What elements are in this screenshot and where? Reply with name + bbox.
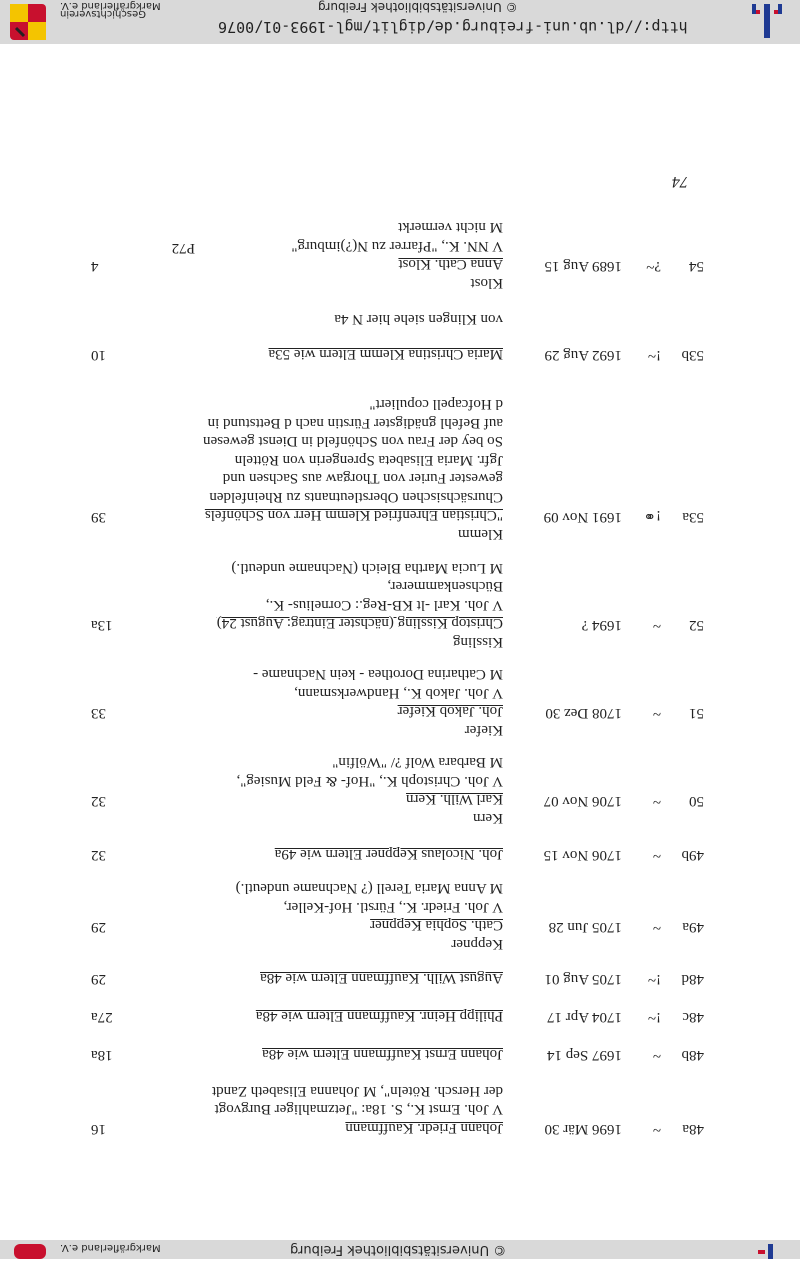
record-text — [262, 1045, 503, 1064]
record-mark: ~ — [652, 617, 661, 633]
record-line: V Joh. Ernst K., S. 18a: "Jetzmahliger Burgvogt — [214, 1101, 503, 1118]
record-mark: !⚭ — [643, 507, 661, 523]
record-text — [212, 1082, 503, 1138]
record-number: 54 — [689, 258, 704, 274]
record-text — [253, 665, 503, 739]
record-ref: 29 — [91, 919, 106, 935]
record-line: Kiefer — [464, 722, 503, 738]
page-number: 74 — [672, 173, 688, 190]
record-extra: P72 — [171, 240, 195, 256]
record-date: 1692 Aug 29 — [544, 347, 622, 363]
record-number: 49b — [681, 847, 704, 863]
record-mark: !~ — [647, 1009, 661, 1025]
record-line: M Anna Maria Terell (? Nachname undeutl.) — [235, 880, 503, 897]
record-number: 53a — [682, 509, 704, 525]
society-name-bottom: Markgräflerland e.V. — [60, 1242, 161, 1253]
record-text — [203, 395, 503, 543]
record-number: 50 — [689, 793, 704, 809]
record-mark: ~ — [652, 1047, 661, 1063]
record-date: 1691 Nov 09 — [543, 509, 622, 525]
record-mark: ~ — [652, 1121, 661, 1137]
record-mark: ~ — [652, 705, 661, 721]
record-text — [291, 218, 503, 292]
record-ref: 39 — [91, 509, 106, 525]
society-name: Geschichtsverein — [60, 8, 146, 19]
record-ref: 16 — [91, 1121, 106, 1137]
record-line: Büchsenkammerer, — [387, 578, 503, 595]
record-line: Anna Cath. Klost — [398, 256, 503, 273]
record-line: Joh. Jakob Kiefer — [397, 703, 503, 720]
record-line: "Christian Ehrenfried Klemm Herr von Schönfels — [204, 507, 503, 524]
record-line: Johann Friedr. Kauffmann — [345, 1120, 503, 1136]
record-number: 48b — [681, 1047, 704, 1063]
record-date: 1705 Jun 28 — [548, 919, 622, 935]
record-ref: 4 — [91, 258, 99, 274]
record-line: Karl Wilh. Kern — [405, 791, 503, 808]
record-text — [236, 879, 503, 953]
record-line: Kern — [473, 810, 503, 826]
record-line: Philipp Heinr. Kauffmann Eltern wie 48a — [255, 1008, 503, 1024]
record-line: Christop Kissling (nächster Eintrag: August 24) — [216, 615, 503, 632]
record-number: 49a — [682, 919, 704, 935]
record-line: Kissling — [452, 634, 503, 650]
record-mark: ~ — [652, 919, 661, 935]
record-number: 48c — [682, 1009, 704, 1025]
record-ref: 29 — [91, 971, 106, 987]
record-line: V Joh. Jakob K., Handwerksmann, — [294, 685, 503, 701]
record-mark: !~ — [647, 347, 661, 363]
digitized-url[interactable]: http://dl.ub.uni-freiburg.de/diglit/mgl-1993-01/0076 — [218, 18, 688, 36]
record-line: V NN. K., "Pfarrer zu N(?)imburg" — [291, 238, 503, 254]
record-date: 1689 Aug 15 — [544, 258, 622, 274]
record-date: 1704 Apr 17 — [547, 1009, 622, 1025]
record-mark: ~ — [652, 793, 661, 809]
record-line: d Hofcapell copuliert" — [369, 396, 503, 413]
record-line: So bey der Frau von Schönfeld in Dienst gewesen — [203, 433, 503, 450]
record-line: Chursächsischen Oberstleutnants zu Rheinfelden — [209, 489, 503, 505]
record-line: August Wilh. Kauffmann Eltern wie 48a — [260, 970, 503, 986]
record-text — [260, 969, 503, 988]
society-name-2: Markgräflerland e.V. — [60, 0, 161, 11]
record-number: 51 — [689, 705, 704, 721]
record-text — [275, 845, 503, 864]
record-line: Jgfr. Maria Elisabeta Sprengerin von Rötteln — [234, 452, 503, 468]
record-ref: 32 — [91, 847, 106, 863]
record-line: der Hersch. Röteln", M Johanna Elisabeth Zandt — [211, 1083, 503, 1099]
record-line: Keppner — [451, 936, 503, 952]
record-line: M Lucia Martha Bleich (Nachname undeutl.) — [231, 560, 503, 576]
record-line: gewester Furier von Thorgaw aus Sachsen und — [222, 470, 503, 487]
record-line: V Joh. Christoph K., "Hof- & Feld Musieg", — [236, 773, 503, 789]
record-line: V Joh. Friedr. K., Fürstl. Hof-Keller, — [283, 899, 503, 915]
library-credit: © Universitätsbibliothek Freiburg — [318, 0, 518, 14]
record-number: 48a — [682, 1121, 704, 1137]
record-mark: ?~ — [646, 258, 661, 274]
record-mark: !~ — [647, 971, 661, 987]
record-line: M Barbara Wolf ?/ "Wölfin" — [332, 754, 503, 771]
record-ref: 10 — [91, 347, 106, 363]
record-ref: 18a — [91, 1047, 113, 1063]
record-line: Cath. Sophia Keppner — [370, 917, 503, 934]
record-number: 48d — [681, 971, 704, 987]
record-line: Klemm — [458, 526, 503, 542]
record-ref: 33 — [91, 705, 106, 721]
record-date: 1696 Mär 30 — [544, 1121, 622, 1137]
record-ref: 27a — [91, 1009, 113, 1025]
record-line: auf Befehl gnädigster Fürstin nach d Bettstund in — [207, 415, 503, 431]
record-line: Johann Ernst Kauffmann Eltern wie 48a — [262, 1046, 503, 1062]
record-date: 1706 Nov 07 — [543, 793, 622, 809]
record-ref: 13a — [91, 617, 113, 633]
record-text — [256, 1007, 503, 1026]
record-ref: 32 — [91, 793, 106, 809]
record-date: 1708 Dez 30 — [545, 705, 622, 721]
record-line: von Klingen siehe hier N 4a — [334, 311, 503, 327]
record-line: M Catharina Dorothea - kein Nachname - — [253, 666, 503, 683]
record-line: M nicht vermerkt — [398, 219, 503, 236]
record-text — [217, 559, 503, 652]
record-date: 1705 Aug 01 — [544, 971, 622, 987]
record-date: 1706 Nov 15 — [543, 847, 622, 863]
record-number: 53b — [681, 347, 704, 363]
record-date: 1697 Sep 14 — [547, 1047, 622, 1063]
record-line: Maria Christina Klemm Eltern wie 53a — [268, 346, 503, 362]
record-text — [334, 310, 503, 329]
record-line: V Joh. Karl -lt KB-Reg.: Cornelius- K., — [265, 597, 503, 613]
record-date: 1694 ? — [581, 617, 622, 633]
library-credit-bottom: © Universitätsbibliothek Freiburg — [290, 1242, 507, 1257]
record-mark: ~ — [652, 847, 661, 863]
record-number: 52 — [689, 617, 704, 633]
record-line: Joh. Nicolaus Keppner Eltern wie 49a — [274, 846, 503, 862]
record-text — [236, 753, 503, 827]
record-line: Klost — [470, 275, 503, 291]
record-text — [268, 345, 503, 364]
